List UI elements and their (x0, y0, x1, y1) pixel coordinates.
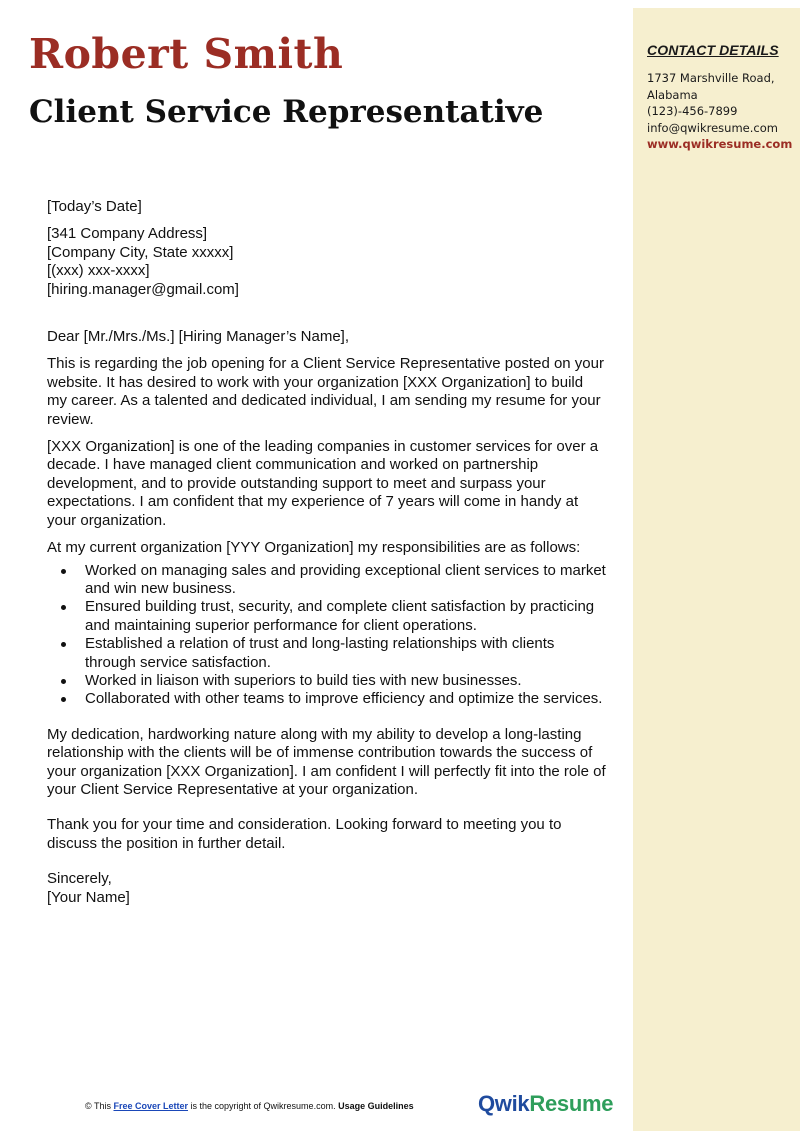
salutation: Dear [Mr./Mrs./Ms.] [Hiring Manager’s Name], (47, 328, 350, 346)
qwikresume-logo[interactable] (478, 1091, 613, 1117)
address-line-2: Alabama (647, 87, 698, 102)
paragraph-intro: This is regarding the job opening for a Client Service Representative posted on your website. It has desired to work with your organization [XXX Organization] to build my career. As a talented and dedicated individual, I am sending my resume for your review. (47, 355, 604, 428)
recipient-address: [341 Company Address] (47, 225, 208, 243)
sidebar-top-gap (633, 0, 800, 8)
brand-resume: Resume (529, 1091, 614, 1116)
list-item: Established a relation of trust and long-lasting relationships with clients through service satisfaction. (85, 635, 607, 672)
paragraph-thanks: Thank you for your time and consideration. Looking forward to meeting you to discuss the position in further detail. (47, 816, 562, 852)
paragraph-experience: [XXX Organization] is one of the leading companies in customer services for over a decade. I have managed client communication and worked on partnership development, and to provide outstanding support to meet and surpass your expectations. I am confident that my experience of 7 years will come in handy at your organization. (47, 438, 599, 529)
letter-date: [Today’s Date] (47, 198, 142, 215)
recipient-city: [Company City, State xxxxx] (47, 243, 234, 261)
recipient-email: [hiring.manager@gmail.com] (47, 280, 239, 298)
brand-qwik: Qwik (478, 1091, 530, 1116)
signoff: Sincerely, (47, 870, 112, 888)
applicant-name: Robert Smith (29, 30, 344, 78)
recipient-block (47, 225, 607, 299)
contact-sidebar (633, 8, 800, 1131)
copyright-icon: © (85, 1101, 92, 1111)
address-line-1: 1737 Marshville Road, (647, 71, 775, 85)
paragraph-responsibilities: At my current organization [YYY Organization] my responsibilities are as follows: (47, 539, 581, 557)
usage-guidelines-link[interactable]: Usage Guidelines (338, 1101, 414, 1111)
list-item: Collaborated with other teams to improve efficiency and optimize the services. (85, 690, 607, 708)
contact-details (647, 42, 797, 153)
email: info@qwikresume.com (647, 120, 778, 135)
phone: (123)-456-7899 (647, 104, 738, 118)
list-item: Ensured building trust, security, and complete client satisfaction by practicing and maintaining superior performance for client operations. (85, 598, 607, 635)
footer-prefix: This (91, 1101, 114, 1111)
contact-heading: CONTACT DETAILS (647, 42, 779, 58)
footer-middle: is the copyright of Qwikresume.com. (188, 1101, 339, 1111)
letter-body (47, 198, 607, 907)
list-item: Worked on managing sales and providing exceptional client services to market and win new business. (85, 561, 606, 597)
paragraph-dedication: My dedication, hardworking nature along with my ability to develop a long-lasting relationship with the clients will be of immense contribution towards the success of your organization [XXX Organization]. I am confident I will perfectly fit into the role of your Client Service Representative at your organization. (47, 725, 606, 798)
signature: [Your Name] (47, 888, 130, 906)
copyright-footer (85, 1101, 414, 1111)
responsibility-list (47, 562, 607, 709)
website-link[interactable]: www.qwikresume.com (647, 137, 793, 151)
list-item: Worked in liaison with superiors to build ties with new businesses. (85, 672, 607, 690)
job-title: Client Service Representative (29, 94, 544, 130)
recipient-phone: [(xxx) xxx-xxxx] (47, 262, 150, 280)
free-cover-letter-link[interactable]: Free Cover Letter (113, 1101, 189, 1111)
